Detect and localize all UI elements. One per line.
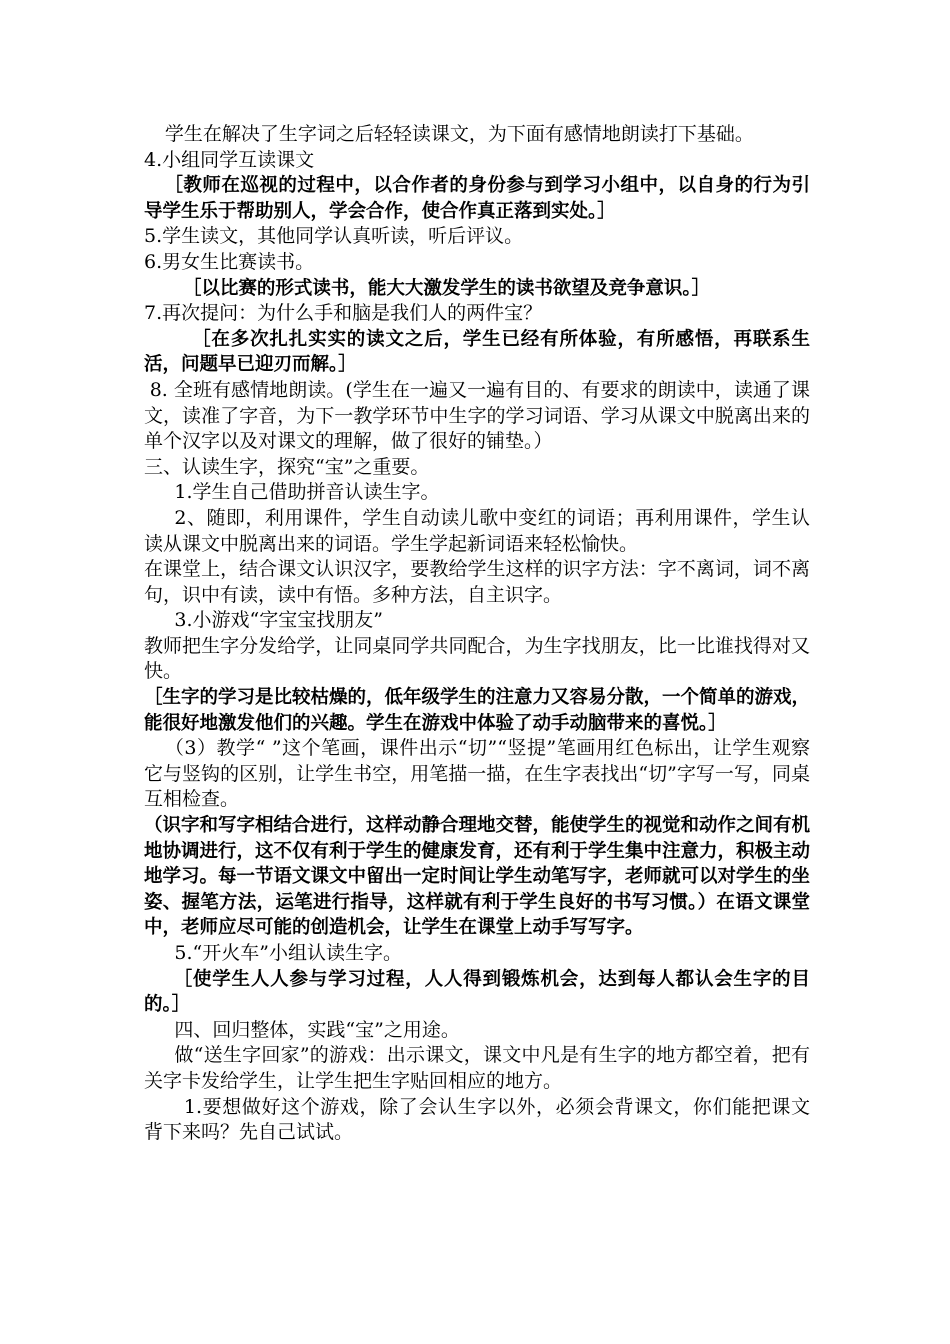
paragraph: 教师把生字分发给学，让同桌同学共同配合，为生字找朋友，比一比谁找得对又快。: [144, 634, 810, 683]
document-page: [144, 122, 810, 1146]
paragraph: 学生在解决了生字词之后轻轻读课文，为下面有感情地朗读打下基础。: [164, 123, 754, 145]
paragraph: （3）教学“ ”这个笔画，课件出示“切”“竖提”笔画用红色标出，让学生观察它与竖钩的区别，让学生书空，用笔描一描，在生字表找出“切”字写一写，同桌互相检查。: [144, 737, 810, 811]
paragraph: 2、随即，利用课件，学生自动读儿歌中变红的词语；再利用课件，学生认读从课文中脱离出来的词语。学生学起新词语来轻松愉快。: [144, 506, 810, 555]
paragraph: ［在多次扎扎实实的读文之后，学生已经有所体验，有所感悟，再联系生活，问题早已迎刃而解。］: [144, 328, 810, 376]
paragraph: ［使学生人人参与学习过程，人人得到锻炼机会，达到每人都认会生字的目的。］: [144, 968, 810, 1016]
paragraph: 做“送生字回家”的游戏：出示课文，课文中凡是有生字的地方都空着，把有关字卡发给学生，让学生把生字贴回相应的地方。: [144, 1044, 810, 1092]
paragraph: 5.“开火车”小组认读生字。: [174, 942, 402, 964]
paragraph: （识字和写字相结合进行，这样动静合理地交替，能使学生的视觉和动作之间有机地协调进行，这不仅有利于学生的健康发育，还有利于学生集中注意力，积极主动地学习。每一节语文课文中留出一定时间让学生动笔写字，老师就可以对学生的坐姿、握笔方法，运笔进行指导，这样就有利于学生良好的书写习惯。）在语文课堂中，老师应尽可能的创造机会，让学生在课堂上动手写写字。: [144, 815, 811, 939]
paragraph: 7.再次提问：为什么手和脑是我们人的两件宝？: [144, 302, 543, 325]
paragraph: ［以比赛的形式读书，能大大激发学生的读书欲望及竞争意识。］: [182, 277, 711, 299]
paragraph: 4.小组同学互读课文: [144, 148, 315, 171]
paragraph: 1.学生自己借助拼音认读生字。: [174, 481, 440, 504]
paragraph: ［生字的学习是比较枯燥的，低年级学生的注意力又容易分散，一个简单的游戏，能很好地激发他们的兴趣。学生在游戏中体验了动手动脑带来的喜悦。］: [144, 687, 811, 734]
paragraph: ［教师在巡视的过程中，以合作者的身份参与到学习小组中，以自身的行为引导学生乐于帮助别人，学会合作，使合作真正落到实处。］: [144, 175, 810, 222]
section-heading: 三、认读生字，探究“宝”之重要。: [144, 455, 430, 478]
paragraph: 1.要想做好这个游戏，除了会认生字以外，必须会背课文，你们能把课文背下来吗？先自己试试。: [144, 1095, 810, 1144]
section-heading: 四、回归整体，实践“宝”之用途。: [174, 1018, 460, 1041]
paragraph: 在课堂上，结合课文认识汉字，要教给学生这样的识字方法：字不离词，词不离句，识中有读，读中有悟。多种方法，自主识字。: [144, 558, 810, 606]
paragraph: 8. 全班有感情地朗读。(学生在一遍又一遍有目的、有要求的朗读中，读通了课文，读准了字音，为下一教学环节中生字的学习词语、学习从课文中脱离出来的单个汉字以及对课文的理解，做了很好的铺垫。）: [144, 378, 810, 453]
paragraph: 5.学生读文，其他同学认真听读，听后评议。: [144, 225, 524, 248]
paragraph: 3.小游戏“字宝宝找朋友”: [174, 609, 383, 632]
paragraph: 6.男女生比赛读书。: [144, 250, 315, 273]
